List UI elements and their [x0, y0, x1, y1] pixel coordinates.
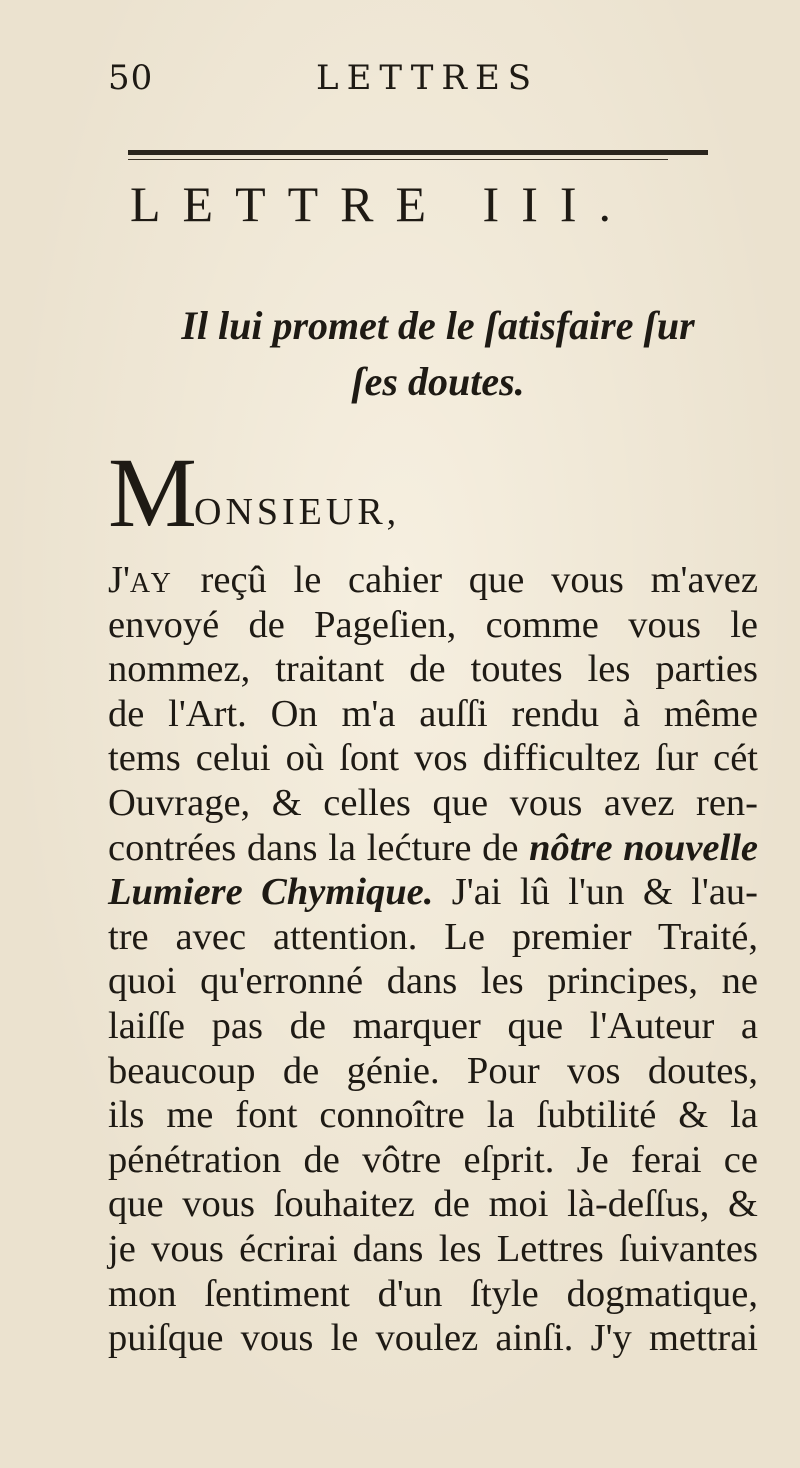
text-line: ils me font connoître la ſubtilité & la: [108, 1094, 758, 1137]
text-line: tems celui où ſont vos difficultez ſur cét: [108, 737, 758, 780]
text-line: Lumiere Chymique. J'ai lû l'un & l'au-: [108, 871, 758, 914]
running-title: LETTRES: [316, 58, 540, 98]
text-line: J'AY reçû le cahier que vous m'avez: [108, 559, 758, 601]
text-line: envoyé de Pageſien, comme vous le: [108, 603, 758, 646]
text-line: quoi qu'erronné dans les principes, ne: [108, 960, 758, 1003]
text-line: que vous ſouhaitez de moi là-deſſus, &: [108, 1183, 758, 1226]
text-line: mon ſentiment d'un ſtyle dogmatique,: [108, 1272, 758, 1315]
text-line: puiſque vous le voulez ainſi. J'y mettrai: [108, 1317, 758, 1360]
text-line: tre avec attention. Le premier Traité,: [108, 915, 758, 958]
body-text: [108, 558, 758, 1361]
running-head: [108, 58, 708, 108]
text-line: de l'Art. On m'a auſſi rendu à même: [108, 692, 758, 735]
chapter-summary: [118, 298, 758, 410]
text-line: Ouvrage, & celles que vous avez ren-: [108, 781, 758, 824]
text-line: je vous écrirai dans les Lettres ſuivantes: [108, 1227, 758, 1270]
text-line: contrées dans la lećture de nôtre nouvelle: [108, 826, 758, 869]
header-rule: [128, 150, 708, 155]
page-number: 50: [108, 58, 154, 98]
salutation-rest: ONSIEUR,: [194, 491, 401, 533]
text-line: nommez, traitant de toutes les parties: [108, 648, 758, 691]
text-line: laiſſe pas de marquer que l'Auteur a: [108, 1004, 758, 1047]
text-line: beaucoup de génie. Pour vos doutes,: [108, 1049, 758, 1092]
drop-cap: M: [108, 437, 197, 548]
summary-line: Il lui promet de le ſatisfaire ſur: [181, 303, 695, 348]
summary-line: ſes doutes.: [351, 359, 525, 404]
chapter-heading: LETTRE III.: [130, 176, 634, 232]
text-line: pénétration de vôtre eſprit. Je ferai ce: [108, 1138, 758, 1181]
salutation: [108, 437, 708, 548]
